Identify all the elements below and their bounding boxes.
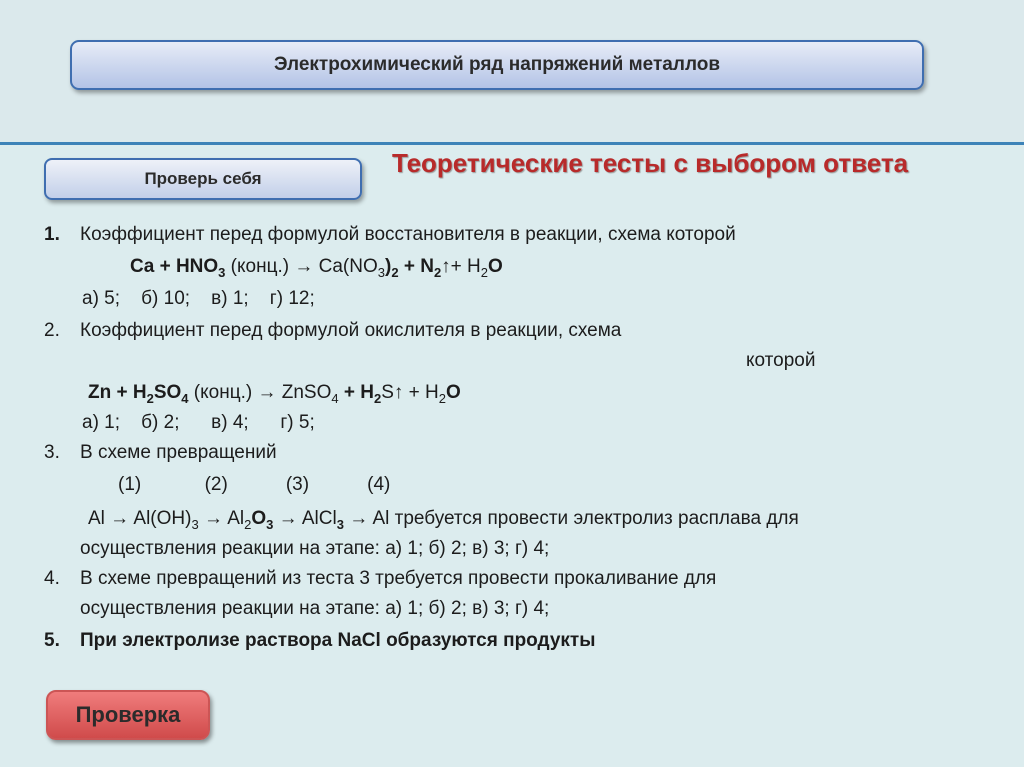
q5-text: При электролизе раствора NaCl образуются продукты <box>80 630 596 651</box>
page-title: Электрохимический ряд напряжений металлов <box>70 40 924 90</box>
q3-answers: осуществления реакции на этапе: а) 1; б) 2; в) 3; г) 4; <box>80 538 550 559</box>
q3-equation: $Al \to Al(OH)_3 \to Al_2O_3$ → AlCl$_3$ → Al требуется провести электролиз расплава для <box>88 508 799 532</box>
q4-text: В схеме превращений из теста 3 требуется провести прокаливание для <box>80 568 717 589</box>
q4-answers: осуществления реакции на этапе: а) 1; б) 2; в) 3; г) 4; <box>80 598 550 619</box>
q3-stage-labels: (1) (2) (3) (4) <box>118 474 391 495</box>
q1-equation: $Ca + HNO_3$ (конц.) → $Ca(NO_3)_2$ + $N_2↑+ H_2O$ <box>130 256 503 280</box>
q2-text: Коэффициент перед формулой окислителя в реакции, схема <box>80 320 622 341</box>
check-button[interactable]: Проверка <box>46 690 210 740</box>
q4-number: 4. <box>44 568 60 589</box>
q5-number: 5. <box>44 630 60 651</box>
q3-text: В схеме превращений <box>80 442 277 463</box>
q2-text-cont: которой <box>746 350 816 371</box>
header-divider <box>0 142 1024 145</box>
q2-answers: а) 1; б) 2; в) 4; г) 5; <box>82 412 315 433</box>
q2-equation: $Zn + H_2SO_4$ (конц.) → ZnSO$_4$ + $H_2S↑ + H_2O$ <box>88 382 461 406</box>
q1-answers: а) 5; б) 10; в) 1; г) 12; <box>82 288 315 309</box>
section-subtitle: Теоретические тесты с выбором ответа <box>392 148 909 178</box>
q1-number: 1. <box>44 224 60 245</box>
q1-text: Коэффициент перед формулой восстановителя в реакции, схема которой <box>80 224 736 245</box>
q3-number: 3. <box>44 442 60 463</box>
q2-number: 2. <box>44 320 60 341</box>
self-check-label[interactable]: Проверь себя <box>44 158 362 200</box>
